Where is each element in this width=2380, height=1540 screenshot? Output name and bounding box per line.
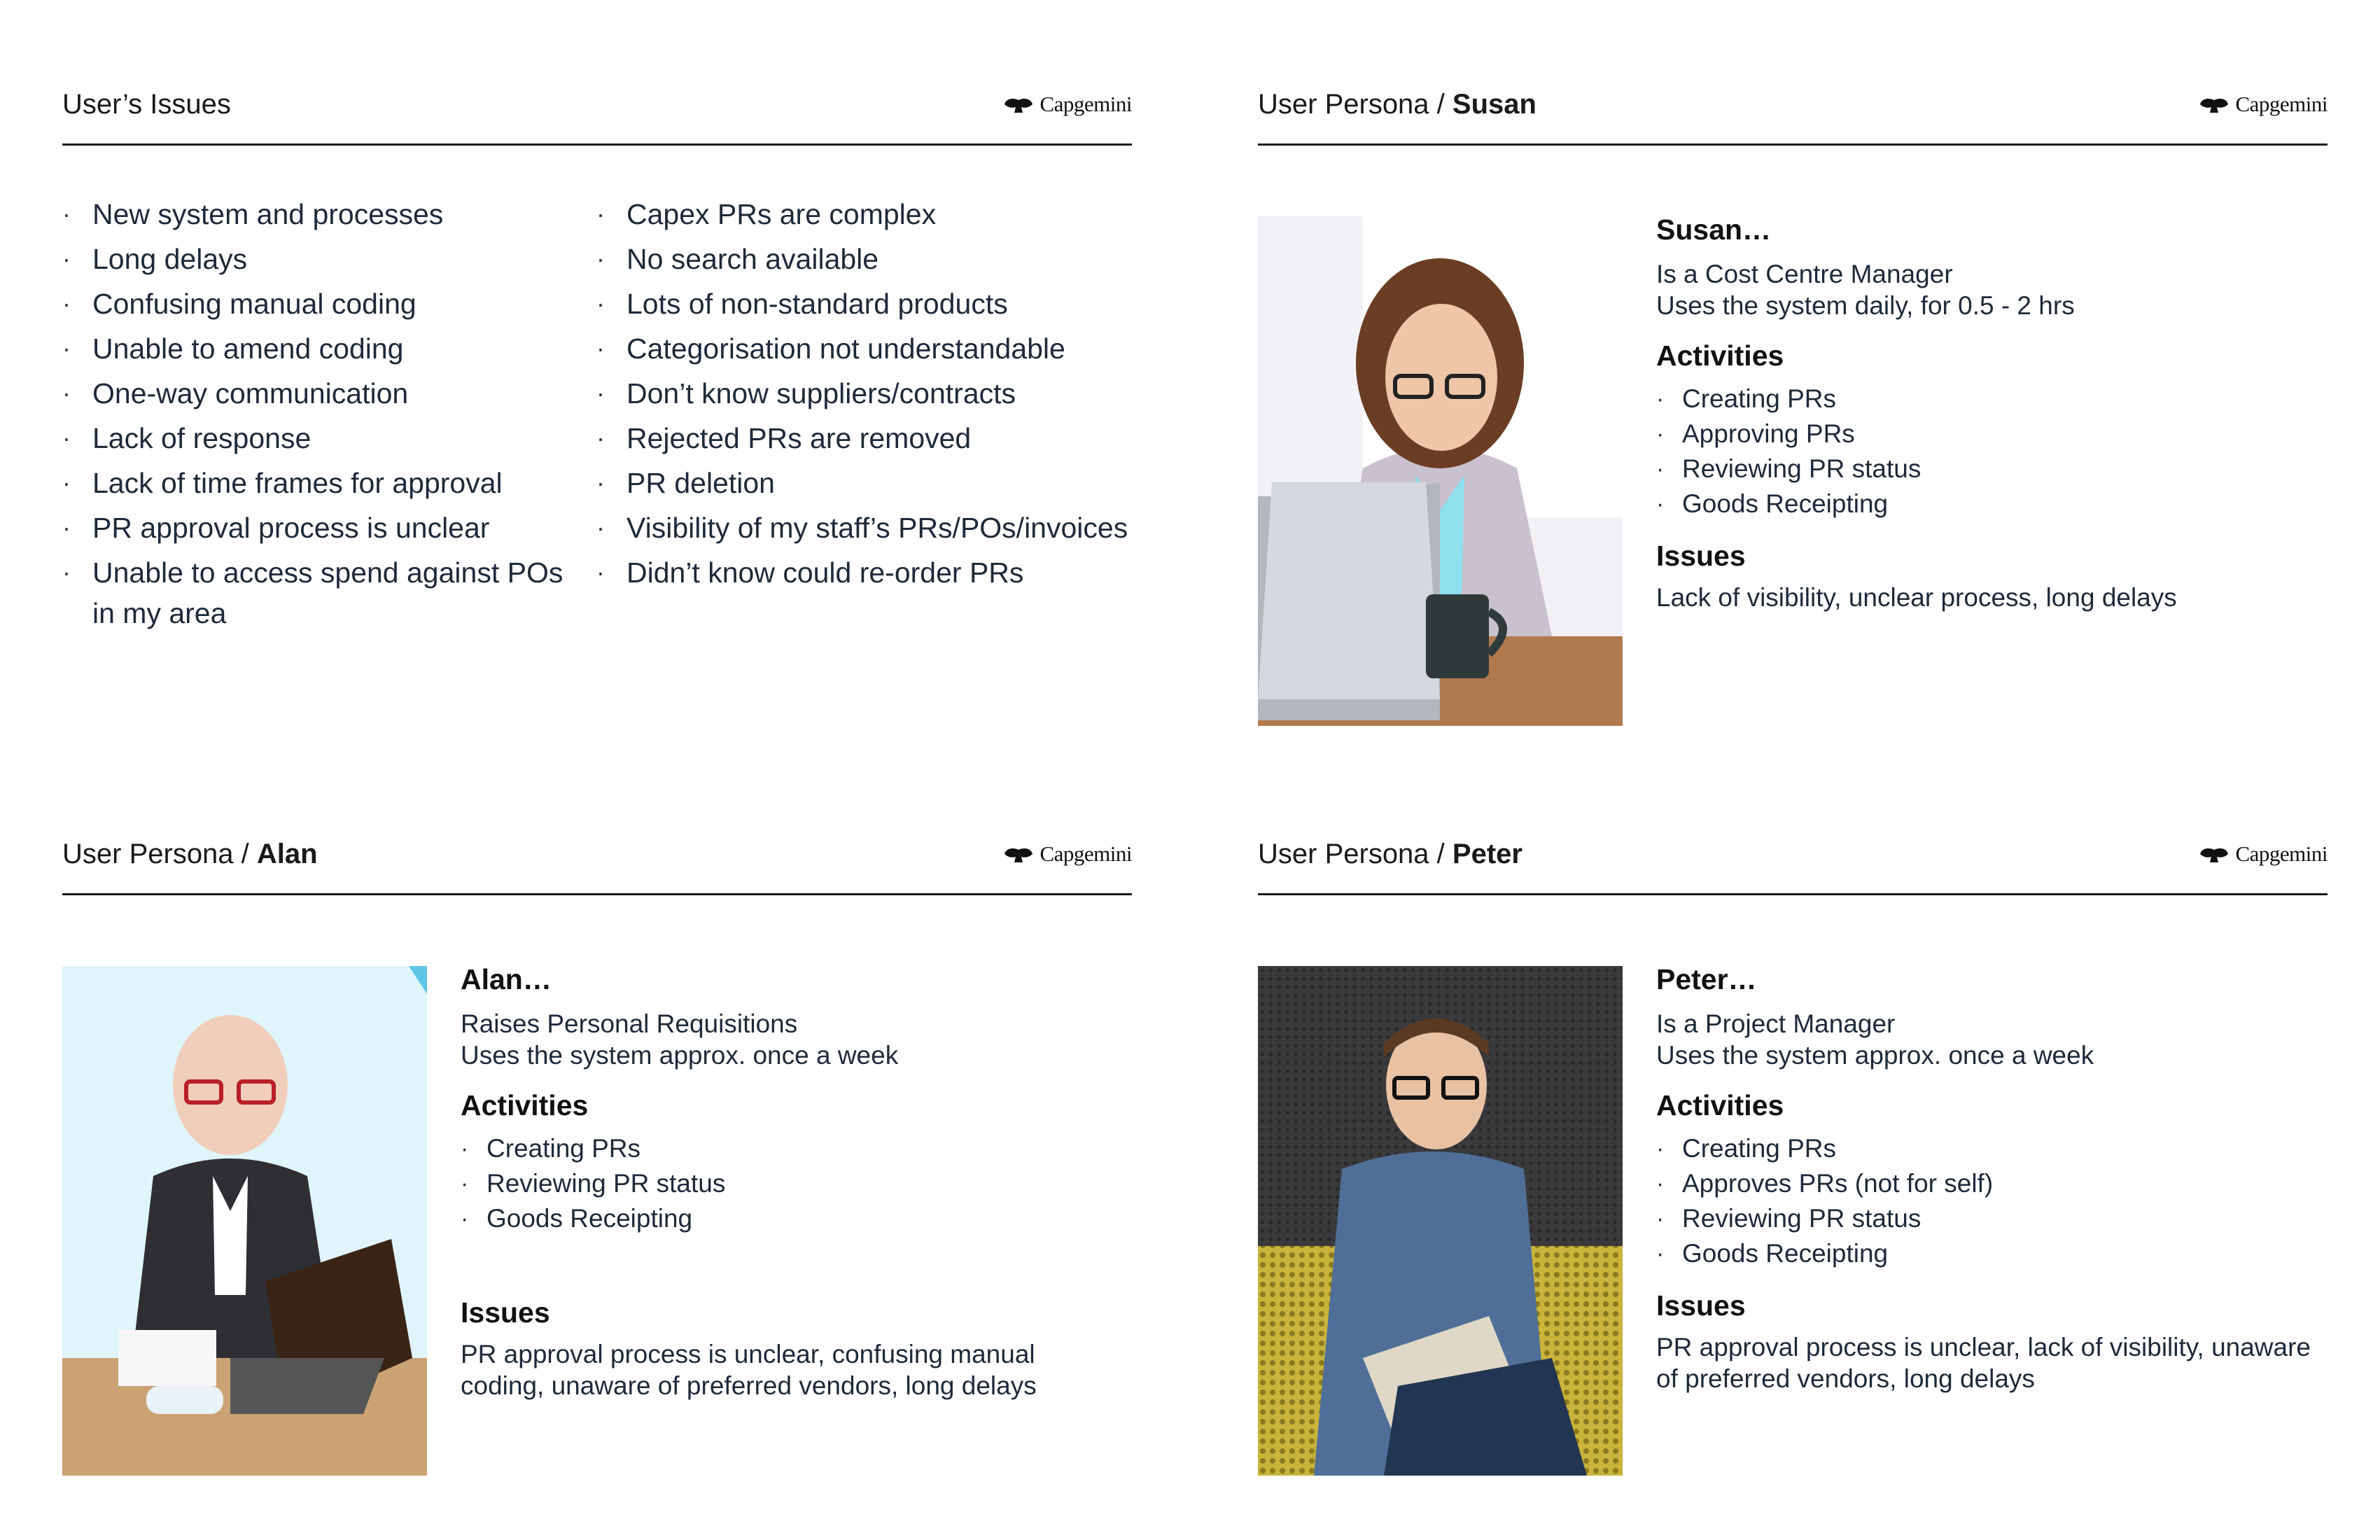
panel-title: User Persona / Susan bbox=[1258, 89, 1536, 120]
list-item: · One-way communication bbox=[62, 373, 580, 414]
persona-role: Is a Project Manager bbox=[1656, 1009, 1896, 1038]
persona-name: Susan bbox=[1452, 89, 1536, 120]
issues-text: PR approval process is unclear, confusing manual coding, unaware of preferred vendors, long delays bbox=[461, 1340, 1037, 1400]
persona-usage: Uses the system daily, for 0.5 - 2 hrs bbox=[1656, 291, 2075, 320]
list-item: · Visibility of my staff’s PRs/POs/invoices bbox=[596, 507, 1128, 548]
panel-header bbox=[1258, 832, 2328, 895]
persona-name: Alan bbox=[256, 839, 318, 869]
panel-header bbox=[62, 832, 1132, 895]
list-item: · Reviewing PR status bbox=[1656, 451, 2314, 486]
list-item: · New system and processes bbox=[62, 194, 580, 234]
users-issues-panel bbox=[62, 82, 1132, 782]
persona-photo bbox=[62, 966, 427, 1476]
issues-heading: Issues bbox=[1656, 1289, 1746, 1322]
list-item: · No search available bbox=[596, 239, 1128, 279]
logo-text: Capgemini bbox=[2235, 841, 2328, 866]
list-item: · Lack of response bbox=[62, 418, 580, 458]
list-item: · Unable to access spend against POs in my area bbox=[62, 552, 580, 634]
capgemini-logo bbox=[1002, 92, 1132, 117]
list-item: · Creating PRs bbox=[461, 1131, 1119, 1166]
persona-role: Raises Personal Requisitions bbox=[461, 1009, 798, 1038]
list-item: · Don’t know suppliers/contracts bbox=[596, 373, 1128, 414]
issues-column-2 bbox=[596, 194, 1128, 597]
list-item: · Goods Receipting bbox=[1656, 486, 2314, 522]
list-item: · Long delays bbox=[62, 239, 580, 279]
persona-heading: Peter… bbox=[1656, 963, 1757, 995]
persona-name: Peter bbox=[1452, 839, 1522, 869]
activities-list bbox=[1656, 382, 2314, 522]
persona-info bbox=[1656, 214, 2314, 613]
list-item: · Reviewing PR status bbox=[461, 1166, 1119, 1201]
activities-list bbox=[1656, 1131, 2314, 1271]
persona-panel-susan bbox=[1258, 82, 2328, 782]
persona-photo bbox=[1258, 216, 1623, 726]
issues-heading: Issues bbox=[1656, 540, 1746, 572]
panel-title: User’s Issues bbox=[62, 89, 231, 120]
persona-panel-peter bbox=[1258, 832, 2328, 1532]
list-item: · Rejected PRs are removed bbox=[596, 418, 1128, 458]
list-item: · Reviewing PR status bbox=[1656, 1201, 2314, 1236]
activities-heading: Activities bbox=[461, 1089, 589, 1121]
list-item: · Unable to amend coding bbox=[62, 328, 580, 369]
list-item: · Goods Receipting bbox=[461, 1201, 1119, 1236]
list-item: · Creating PRs bbox=[1656, 1131, 2314, 1166]
persona-panel-alan bbox=[62, 832, 1132, 1532]
persona-photo bbox=[1258, 966, 1623, 1476]
persona-info bbox=[1656, 963, 2314, 1394]
list-item: · Approves PRs (not for self) bbox=[1656, 1166, 2314, 1201]
panel-header bbox=[1258, 82, 2328, 146]
issues-text: PR approval process is unclear, lack of visibility, unaware of preferred vendors, long delays bbox=[1656, 1333, 2311, 1393]
list-item: · Creating PRs bbox=[1656, 382, 2314, 416]
persona-role: Is a Cost Centre Manager bbox=[1656, 260, 1953, 288]
activities-heading: Activities bbox=[1656, 340, 1784, 372]
logo-text: Capgemini bbox=[1040, 841, 1132, 866]
panel-title: User Persona / Alan bbox=[62, 839, 318, 869]
capgemini-logo bbox=[2197, 841, 2328, 867]
spade-icon bbox=[1002, 844, 1035, 864]
panel-title: User Persona / Peter bbox=[1258, 839, 1522, 869]
logo-text: Capgemini bbox=[2235, 92, 2328, 116]
list-item: · Confusing manual coding bbox=[62, 284, 580, 324]
issues-column-1 bbox=[62, 194, 580, 638]
list-item: · Didn’t know could re-order PRs bbox=[596, 552, 1128, 593]
list-item: · PR deletion bbox=[596, 463, 1128, 503]
panel-header bbox=[62, 82, 1132, 146]
list-item: · Goods Receipting bbox=[1656, 1236, 2314, 1271]
list-item: · Capex PRs are complex bbox=[596, 194, 1128, 234]
list-item: · Lack of time frames for approval bbox=[62, 463, 580, 503]
issues-heading: Issues bbox=[461, 1296, 550, 1329]
list-item: · Approving PRs bbox=[1656, 416, 2314, 451]
activities-list bbox=[461, 1131, 1119, 1236]
spade-icon bbox=[2197, 94, 2231, 114]
persona-heading: Susan… bbox=[1656, 214, 1772, 246]
logo-text: Capgemini bbox=[1040, 92, 1132, 116]
list-item: · PR approval process is unclear bbox=[62, 507, 580, 548]
list-item: · Categorisation not understandable bbox=[596, 328, 1128, 369]
persona-usage: Uses the system approx. once a week bbox=[461, 1041, 899, 1070]
capgemini-logo bbox=[1002, 841, 1132, 867]
persona-heading: Alan… bbox=[461, 963, 552, 995]
spade-icon bbox=[2197, 844, 2231, 864]
capgemini-logo bbox=[2197, 92, 2328, 117]
list-item: · Lots of non-standard products bbox=[596, 284, 1128, 324]
issues-text: Lack of visibility, unclear process, long delays bbox=[1656, 583, 2177, 612]
spade-icon bbox=[1002, 94, 1035, 114]
persona-usage: Uses the system approx. once a week bbox=[1656, 1041, 2094, 1070]
activities-heading: Activities bbox=[1656, 1089, 1784, 1121]
persona-info bbox=[461, 963, 1119, 1401]
